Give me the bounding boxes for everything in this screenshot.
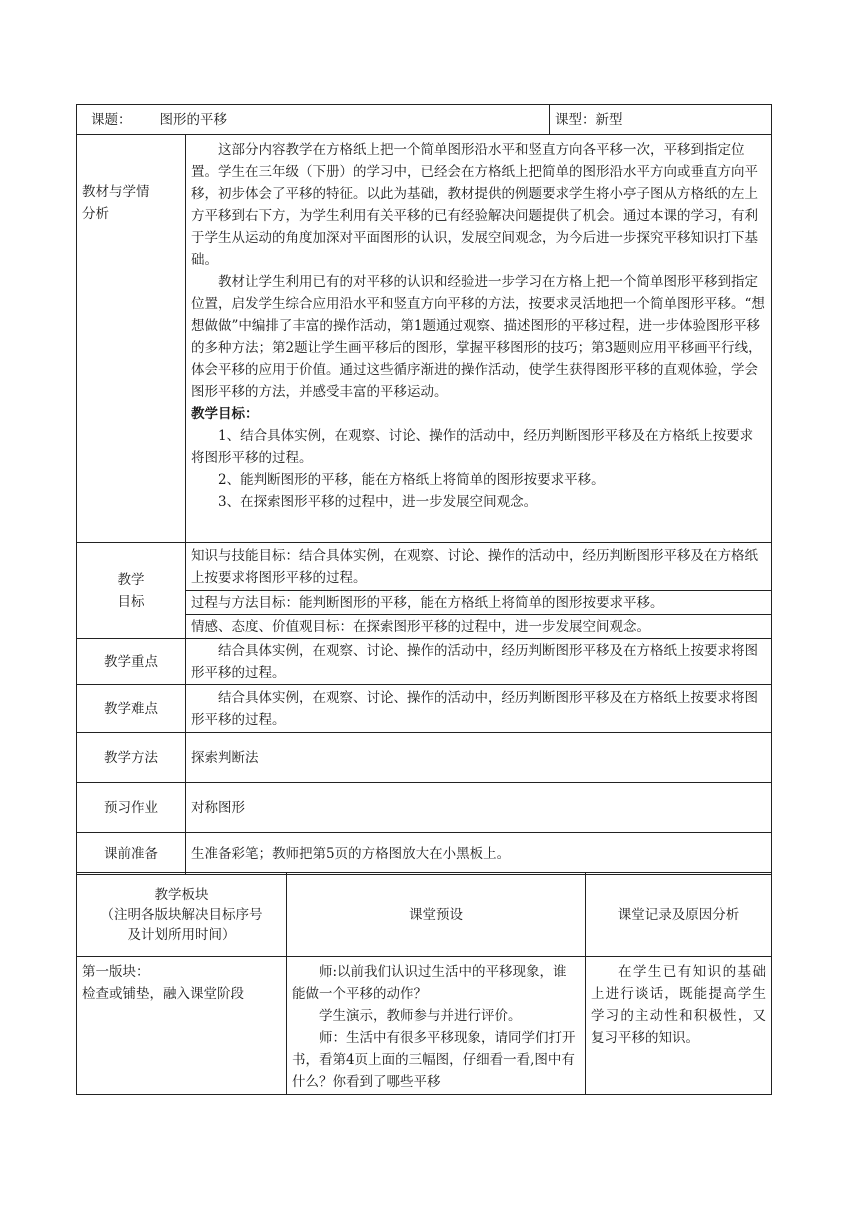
analysis-label-line2: 分析: [82, 206, 109, 222]
process-col-block-line3: 及计划所用时间）: [127, 926, 236, 943]
process-col-block-line2: （注明各版块解决目标序号: [100, 906, 263, 923]
objectives-label-line2: 目标: [117, 593, 145, 610]
process-col-block: [77, 873, 287, 957]
lesson-process-table: [76, 872, 772, 1095]
analysis-label-cell: [77, 135, 186, 543]
key-point-value: 结合具体实例，在观察、讨论、操作的活动中，经历判断图形平移及在方格纸上按要求将图形平移的过程。: [191, 642, 758, 681]
objectives-row-knowledge: [77, 543, 772, 591]
process-col-preset: 课堂预设: [287, 873, 586, 957]
goal-1: 1、结合具体实例，在观察、讨论、操作的活动中，经历判断图形平移及在方格纸上按要求将图形平移的过程。: [191, 428, 754, 466]
preparation-label: 课前准备: [77, 833, 186, 875]
difficulty-value: 结合具体实例，在观察、讨论、操作的活动中，经历判断图形平移及在方格纸上按要求将图形平移的过程。: [191, 689, 758, 728]
preparation-value: 生准备彩笔；教师把第5页的方格图放大在小黑板上。: [186, 833, 772, 875]
homework-label: 预习作业: [77, 783, 186, 833]
objectives-label-line1: 教学: [117, 571, 145, 588]
difficulty-row: [77, 685, 772, 733]
process-preset-cell: [287, 957, 586, 1095]
difficulty-cell: [186, 685, 772, 733]
analysis-content: [186, 135, 772, 543]
preparation-row: [77, 833, 772, 875]
goal-3: 3、在探索图形平移的过程中，进一步发展空间观念。: [218, 494, 538, 510]
homework-value: 对称图形: [186, 783, 772, 833]
process-block-line2: 检查或铺垫，融入课堂阶段: [82, 986, 244, 1002]
objectives-label-cell: [77, 543, 186, 639]
objective-process: 过程与方法目标：能判断图形的平移，能在方格纸上将简单的图形按要求平移。: [186, 591, 772, 615]
objective-emotion: 情感、态度、价值观目标：在探索图形平移的过程中，进一步发展空间观念。: [186, 615, 772, 639]
topic-row: [77, 105, 772, 135]
preset-paragraph-2: 学生演示，教师参与并进行评价。: [319, 1008, 522, 1024]
key-point-cell: [186, 639, 772, 685]
preset-paragraph-1: 师:以前我们认识过生活中的平移现象，谁能做一个平移的动作？: [292, 964, 567, 1002]
topic-value: 图形的平移: [159, 111, 227, 128]
difficulty-label: 教学难点: [77, 685, 186, 733]
type-cell: [550, 105, 772, 135]
goals-heading: 教学目标：: [191, 406, 259, 422]
process-block-cell: [77, 957, 287, 1095]
goal-2: 2、能判断图形的平移，能在方格纸上将简单的图形按要求平移。: [218, 472, 605, 488]
process-block-line1: 第一版块：: [82, 964, 150, 980]
preset-paragraph-3: 师：生活中有很多平移现象，请同学们打开书，看第4页上面的三幅图，仔细看一看,图中有什么？你看到了哪些平移: [292, 1030, 576, 1090]
analysis-label-line1: 教材与学情: [82, 184, 150, 200]
type-label: 课型：: [555, 111, 596, 128]
process-col-block-line1: 教学板块: [154, 886, 209, 903]
process-record-cell: [586, 957, 772, 1095]
analysis-paragraph-2: 教材让学生利用已有的对平移的认识和经验进一步学习在方格上把一个简单图形平移到指定位置，启发学生综合应用沿水平和竖直方向平移的方法，按要求灵活地把一个简单图形平移。“想想做做”中编排了丰富的操作活动，第1题通过观察、描述图形的平移过程，进一步体验图形平移的多种方法；第2题让学生画平移后的图形，掌握平移图形的技巧；第3题则应用平移画平行线，体会平移的应用于价值。通过这些循序渐进的操作活动，使学生获得图形平移的直观体验，学会图形平移的方法，并感受丰富的平移运动。: [191, 274, 765, 400]
homework-row: [77, 783, 772, 833]
topic-cell: [77, 105, 550, 135]
record-paragraph: 在学生已有知识的基础上进行谈话，既能提高学生学习的主动性和积极性，又复习平移的知识。: [591, 964, 766, 1046]
lesson-info-table: [76, 104, 772, 875]
method-value: 探索判断法: [186, 733, 772, 783]
topic-label: 课题：: [91, 111, 132, 128]
analysis-paragraph-1: 这部分内容教学在方格纸上把一个简单图形沿水平和竖直方向各平移一次，平移到指定位置。学生在三年级（下册）的学习中，已经会在方格纸上把简单的图形沿水平方向或垂直方向平移，初步体会了平移的特征。以此为基础，教材提供的例题要求学生将小亭子图从方格纸的左上方平移到右下方，为学生利用有关平移的已有经验解决问题提供了机会。通过本课的学习，有利于学生从运动的角度加深对平面图形的认识，发展空间观念，为今后进一步探究平移知识打下基础。: [191, 142, 758, 268]
process-col-record: 课堂记录及原因分析: [586, 873, 772, 957]
type-value: 新型: [595, 111, 623, 128]
process-header-row: [77, 873, 772, 957]
objective-knowledge: 知识与技能目标：结合具体实例，在观察、讨论、操作的活动中，经历判断图形平移及在方格纸上按要求将图形平移的过程。: [186, 543, 772, 591]
method-label: 教学方法: [77, 733, 186, 783]
analysis-row: [77, 135, 772, 543]
method-row: [77, 733, 772, 783]
process-row-1: [77, 957, 772, 1095]
key-point-label: 教学重点: [77, 639, 186, 685]
key-point-row: [77, 639, 772, 685]
